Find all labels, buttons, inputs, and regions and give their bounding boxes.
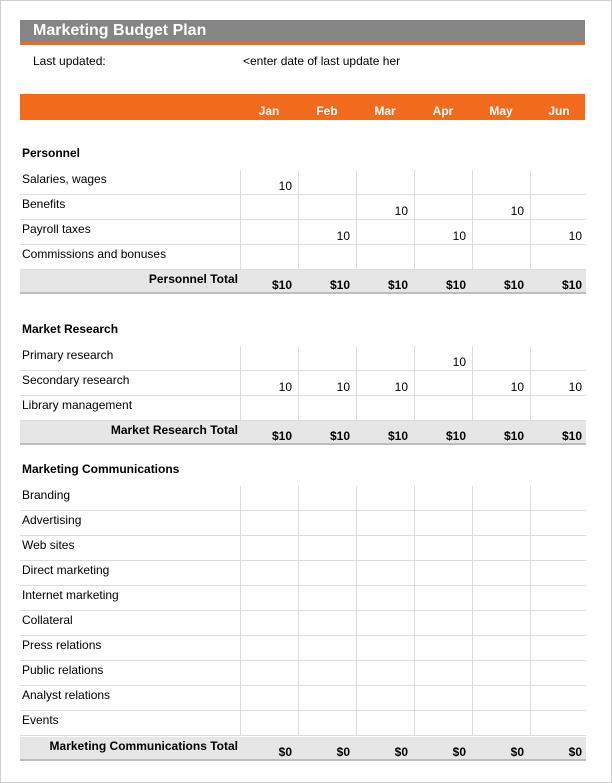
total-cell-jun: $10 (561, 278, 582, 292)
table-row (20, 396, 586, 421)
row-label: Branding (22, 488, 71, 502)
total-cell-feb: $10 (329, 278, 350, 292)
budget-cell-jan[interactable] (240, 195, 298, 220)
total-cell-may: $10 (503, 278, 524, 292)
budget-cell-apr[interactable] (414, 586, 472, 611)
month-header-feb: Feb (316, 104, 338, 118)
budget-cell-may[interactable] (472, 711, 530, 736)
row-label: Commissions and bonuses (22, 247, 167, 261)
budget-cell-feb[interactable] (298, 586, 356, 611)
budget-cell-jan[interactable] (240, 511, 298, 536)
row-label: Benefits (22, 197, 66, 211)
section-total-label: Personnel Total (148, 272, 238, 286)
budget-cell-feb[interactable] (298, 486, 356, 511)
month-header-may: May (489, 104, 513, 118)
budget-cell-mar[interactable] (356, 686, 414, 711)
budget-cell-apr[interactable] (414, 170, 472, 195)
total-cell-apr: $10 (445, 429, 466, 443)
budget-cell-mar[interactable] (356, 561, 414, 586)
budget-cell-may[interactable] (472, 586, 530, 611)
budget-cell-apr[interactable] (414, 396, 472, 421)
section-title: Market Research (22, 322, 119, 336)
budget-cell-mar[interactable]: 10 (356, 195, 414, 220)
budget-cell-may[interactable] (472, 611, 530, 636)
budget-cell-mar[interactable] (356, 396, 414, 421)
budget-cell-jun[interactable] (530, 636, 588, 661)
row-label: Press relations (22, 638, 102, 652)
total-cell-jan: $10 (271, 429, 292, 443)
budget-cell-jan[interactable] (240, 220, 298, 245)
month-header-row (20, 94, 585, 120)
table-row (20, 536, 586, 561)
section-total-row (20, 421, 586, 445)
budget-cell-apr[interactable] (414, 686, 472, 711)
row-label: Salaries, wages (22, 172, 107, 186)
budget-cell-may[interactable] (472, 536, 530, 561)
table-row (20, 371, 586, 396)
budget-cell-mar[interactable] (356, 511, 414, 536)
row-label: Internet marketing (22, 588, 119, 602)
row-label: Direct marketing (22, 563, 110, 577)
budget-cell-feb[interactable] (298, 561, 356, 586)
month-header-jun: Jun (548, 104, 570, 118)
budget-cell-jun[interactable] (530, 486, 588, 511)
budget-cell-may[interactable] (472, 486, 530, 511)
total-cell-feb: $0 (336, 745, 350, 759)
row-label: Secondary research (22, 373, 130, 387)
budget-cell-mar[interactable] (356, 220, 414, 245)
table-row (20, 195, 586, 220)
budget-cell-jun[interactable] (530, 396, 588, 421)
table-row (20, 561, 586, 586)
budget-cell-may[interactable] (472, 396, 530, 421)
budget-cell-jun[interactable] (530, 586, 588, 611)
budget-cell-apr[interactable]: 10 (414, 220, 472, 245)
budget-cell-mar[interactable] (356, 636, 414, 661)
table-row (20, 220, 586, 245)
budget-cell-jun[interactable] (530, 511, 588, 536)
table-row (20, 586, 586, 611)
budget-cell-apr[interactable] (414, 561, 472, 586)
total-cell-jan: $10 (271, 278, 292, 292)
budget-cell-jan[interactable] (240, 611, 298, 636)
section-title: Marketing Communications (22, 462, 180, 476)
table-row (20, 661, 586, 686)
section-total-row (20, 270, 586, 294)
budget-cell-apr[interactable] (414, 611, 472, 636)
budget-cell-jun[interactable] (530, 536, 588, 561)
budget-cell-jan[interactable] (240, 561, 298, 586)
title-accent-line (20, 42, 585, 45)
budget-cell-jun[interactable] (530, 686, 588, 711)
budget-cell-jan[interactable] (240, 636, 298, 661)
table-row (20, 486, 586, 511)
budget-cell-jan[interactable] (240, 661, 298, 686)
section-title: Personnel (22, 146, 81, 160)
budget-cell-jan[interactable] (240, 245, 298, 270)
budget-cell-apr[interactable] (414, 536, 472, 561)
budget-cell-may[interactable] (472, 686, 530, 711)
budget-cell-may[interactable] (472, 561, 530, 586)
budget-cell-apr[interactable] (414, 711, 472, 736)
budget-cell-may[interactable] (472, 245, 530, 270)
budget-cell-feb[interactable] (298, 396, 356, 421)
budget-cell-feb[interactable] (298, 195, 356, 220)
total-cell-may: $10 (503, 429, 524, 443)
last-updated-label: Last updated: (33, 54, 106, 68)
budget-cell-mar[interactable] (356, 346, 414, 371)
budget-cell-may[interactable]: 10 (472, 371, 530, 396)
budget-cell-jun[interactable] (530, 561, 588, 586)
budget-cell-may[interactable] (472, 661, 530, 686)
budget-cell-mar[interactable] (356, 536, 414, 561)
budget-cell-apr[interactable] (414, 511, 472, 536)
budget-cell-feb[interactable] (298, 511, 356, 536)
budget-cell-apr[interactable] (414, 245, 472, 270)
table-row (20, 170, 586, 195)
budget-cell-jun[interactable] (530, 195, 588, 220)
budget-cell-jan[interactable]: 10 (240, 170, 298, 195)
total-cell-apr: $0 (452, 745, 466, 759)
total-cell-jun: $10 (561, 429, 582, 443)
section-total-row (20, 737, 586, 761)
table-row (20, 636, 586, 661)
budget-cell-apr[interactable]: 10 (414, 346, 472, 371)
budget-cell-jun[interactable] (530, 661, 588, 686)
budget-cell-jun[interactable] (530, 711, 588, 736)
budget-cell-feb[interactable] (298, 636, 356, 661)
month-header-apr: Apr (432, 104, 454, 118)
table-row (20, 346, 586, 371)
row-label: Events (22, 713, 59, 727)
budget-cell-jan[interactable] (240, 686, 298, 711)
budget-cell-jan[interactable] (240, 346, 298, 371)
budget-cell-jun[interactable]: 10 (530, 220, 588, 245)
budget-cell-mar[interactable] (356, 586, 414, 611)
row-label: Advertising (22, 513, 82, 527)
budget-cell-feb[interactable] (298, 245, 356, 270)
budget-cell-apr[interactable] (414, 195, 472, 220)
budget-cell-jan[interactable]: 10 (240, 371, 298, 396)
budget-cell-jan[interactable] (240, 486, 298, 511)
table-row (20, 611, 586, 636)
budget-cell-feb[interactable] (298, 611, 356, 636)
budget-cell-feb[interactable] (298, 711, 356, 736)
row-label: Web sites (22, 538, 75, 552)
last-updated-field[interactable]: <enter date of last update her (243, 54, 401, 68)
budget-cell-feb[interactable] (298, 661, 356, 686)
budget-cell-feb[interactable]: 10 (298, 220, 356, 245)
table-row (20, 245, 586, 270)
budget-cell-may[interactable] (472, 220, 530, 245)
budget-cell-feb[interactable] (298, 170, 356, 195)
budget-cell-apr[interactable] (414, 636, 472, 661)
total-cell-jun: $0 (568, 745, 582, 759)
table-row (20, 711, 586, 736)
budget-cell-may[interactable] (472, 511, 530, 536)
budget-cell-feb[interactable] (298, 346, 356, 371)
budget-cell-jan[interactable] (240, 711, 298, 736)
budget-cell-may[interactable] (472, 346, 530, 371)
budget-cell-mar[interactable] (356, 486, 414, 511)
budget-cell-mar[interactable] (356, 711, 414, 736)
budget-cell-may[interactable] (472, 170, 530, 195)
section-total-label: Marketing Communications Total (49, 739, 238, 753)
budget-cell-mar[interactable] (356, 245, 414, 270)
budget-cell-jun[interactable]: 10 (530, 371, 588, 396)
budget-cell-mar[interactable]: 10 (356, 371, 414, 396)
budget-cell-jan[interactable] (240, 586, 298, 611)
budget-cell-feb[interactable] (298, 686, 356, 711)
budget-cell-jun[interactable] (530, 170, 588, 195)
budget-cell-mar[interactable] (356, 170, 414, 195)
total-cell-feb: $10 (329, 429, 350, 443)
total-cell-mar: $10 (387, 278, 408, 292)
budget-cell-jun[interactable] (530, 346, 588, 371)
total-cell-apr: $10 (445, 278, 466, 292)
budget-cell-jan[interactable] (240, 536, 298, 561)
table-row (20, 511, 586, 536)
section-total-label: Market Research Total (110, 423, 238, 437)
table-row (20, 686, 586, 711)
row-label: Analyst relations (22, 688, 111, 702)
budget-cell-jun[interactable] (530, 611, 588, 636)
month-header-mar: Mar (374, 104, 396, 118)
budget-cell-jun[interactable] (530, 245, 588, 270)
month-header-jan: Jan (258, 104, 280, 118)
row-label: Collateral (22, 613, 73, 627)
row-label: Public relations (22, 663, 104, 677)
budget-cell-may[interactable]: 10 (472, 195, 530, 220)
budget-cell-apr[interactable] (414, 371, 472, 396)
total-cell-jan: $0 (278, 745, 292, 759)
row-label: Primary research (22, 348, 114, 362)
budget-cell-apr[interactable] (414, 661, 472, 686)
row-label: Payroll taxes (22, 222, 91, 236)
budget-cell-may[interactable] (472, 636, 530, 661)
total-cell-mar: $0 (394, 745, 408, 759)
budget-cell-mar[interactable] (356, 611, 414, 636)
total-cell-may: $0 (510, 745, 524, 759)
budget-cell-feb[interactable] (298, 536, 356, 561)
row-label: Library management (22, 398, 133, 412)
total-cell-mar: $10 (387, 429, 408, 443)
budget-cell-apr[interactable] (414, 486, 472, 511)
budget-cell-mar[interactable] (356, 661, 414, 686)
budget-cell-feb[interactable]: 10 (298, 371, 356, 396)
sheet-title: Marketing Budget Plan (20, 20, 585, 42)
budget-cell-jan[interactable] (240, 396, 298, 421)
